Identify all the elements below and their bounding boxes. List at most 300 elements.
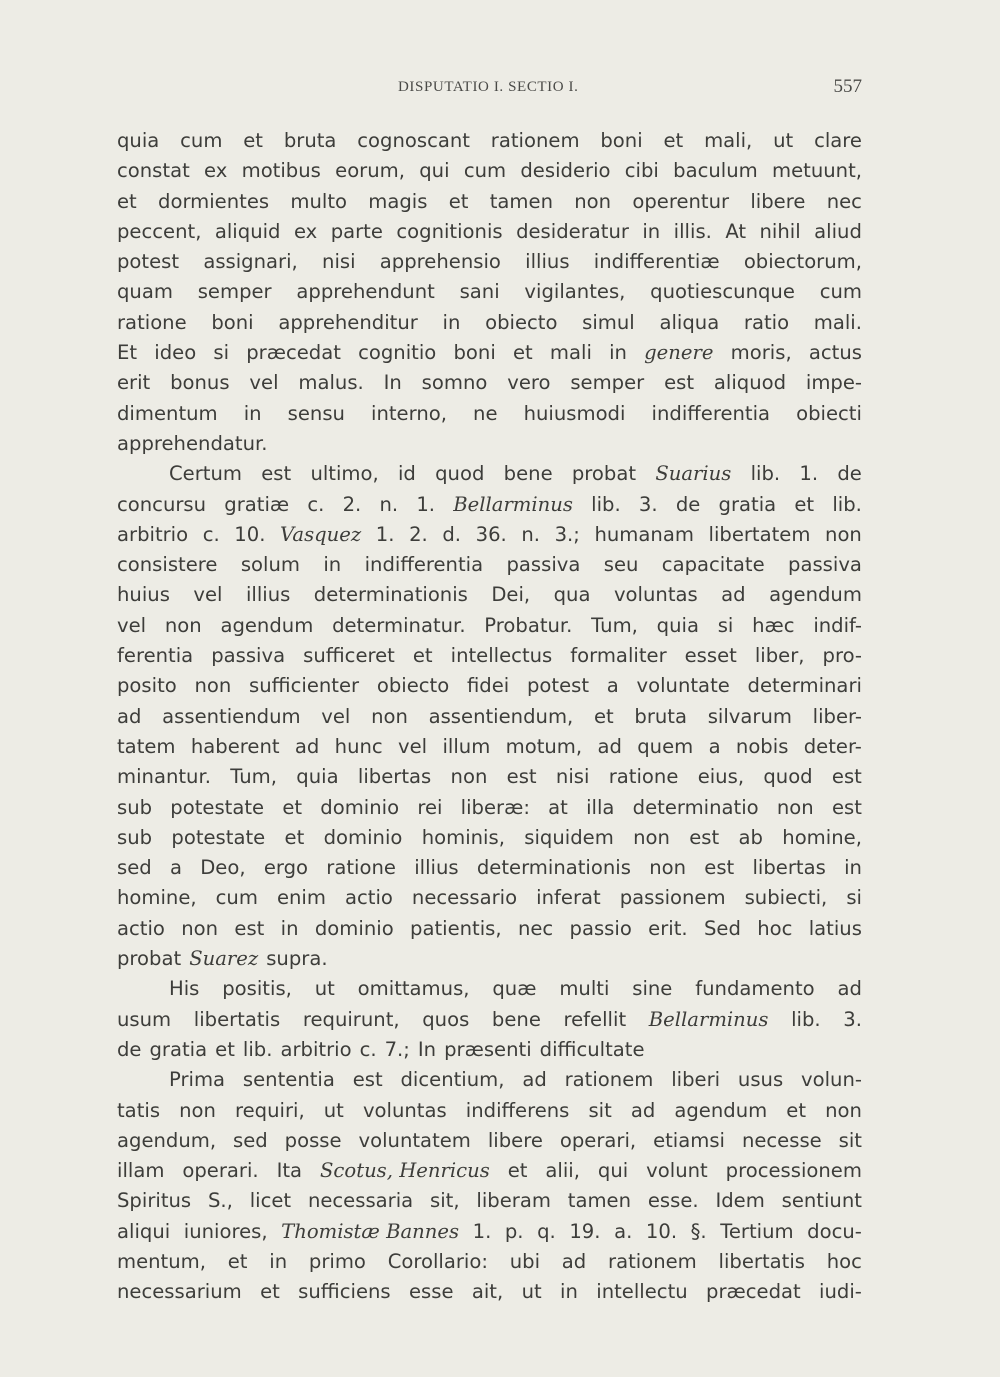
word: agendum (220, 613, 314, 637)
word: obiecto (376, 674, 450, 698)
text-line (117, 429, 862, 459)
word: S., (207, 1189, 233, 1213)
word: In (417, 1037, 437, 1061)
word: rationem (608, 1249, 697, 1273)
word: ferentia (117, 644, 194, 668)
word: omittamus, (357, 977, 470, 1001)
word: id (397, 462, 416, 486)
word: c. (359, 1037, 377, 1061)
word: enim (276, 886, 326, 910)
word: libertatis (718, 1249, 805, 1273)
text-line (117, 732, 862, 762)
word: libertatem (708, 522, 811, 546)
word: ad (522, 1068, 547, 1092)
word: ideo (154, 341, 197, 365)
word: voluntatem (358, 1128, 471, 1152)
word: lib. (791, 1007, 821, 1031)
word: tamen (567, 1189, 632, 1213)
word: erit. (648, 916, 688, 940)
word: hoc (757, 916, 793, 940)
word: ad (597, 734, 622, 758)
word: sufficienter (249, 674, 360, 698)
word: est (704, 856, 735, 880)
word: esse. (647, 1189, 699, 1213)
word: Idem (715, 1189, 765, 1213)
word: d. (442, 522, 462, 546)
word: Ita (276, 1159, 303, 1183)
word: multo (290, 189, 347, 213)
word: obiectorum, (743, 250, 862, 274)
word: lib. (591, 492, 621, 516)
word: baculum (673, 159, 758, 183)
word: bruta (283, 129, 337, 152)
word: vel (249, 371, 279, 395)
text-line (117, 520, 862, 550)
word: quos (422, 1007, 470, 1031)
word: non (825, 1098, 862, 1122)
word: est (506, 765, 537, 789)
text-line (117, 247, 862, 277)
text-line (117, 187, 862, 217)
word: ratione (608, 765, 679, 789)
word: passionem (619, 886, 726, 910)
word: desideratur (516, 219, 629, 243)
word: interno, (371, 401, 447, 425)
word: determinatur. (332, 613, 466, 637)
word: ad (117, 704, 142, 728)
word: quod (435, 462, 485, 486)
text-line (117, 853, 862, 883)
word: haberent (190, 734, 280, 758)
italic-citation: Bellarminus (453, 492, 573, 516)
word: 10. (234, 522, 266, 546)
word: non (179, 1098, 216, 1122)
text-line (117, 641, 862, 671)
word: necesse (741, 1128, 822, 1152)
word: de (837, 462, 862, 486)
word: agendum (674, 1098, 768, 1122)
body-text (117, 126, 862, 1308)
word: si (213, 341, 230, 365)
word: Tum, (230, 765, 277, 789)
word: voluntas (362, 1098, 447, 1122)
word: requiri, (234, 1098, 305, 1122)
word: determinationis (313, 583, 468, 607)
word: simul (582, 310, 635, 334)
word: qua (553, 583, 591, 607)
word: licet (249, 1189, 292, 1213)
word: tamen (489, 189, 553, 213)
text-line (117, 277, 862, 307)
word: determinatio (632, 795, 759, 819)
word: gratia (718, 492, 777, 516)
word: in (844, 856, 862, 880)
word: cognitionis (396, 219, 503, 243)
word: aliud (814, 219, 862, 243)
word: iuniores, (183, 1219, 268, 1243)
word: dormientes (158, 189, 270, 213)
word: non (164, 613, 202, 637)
word: rationem (490, 129, 580, 152)
word: subiecti, (744, 886, 828, 910)
word: latius (808, 916, 862, 940)
word: concursu (117, 492, 207, 516)
word: cognitio (358, 341, 437, 365)
text-line (117, 914, 862, 944)
word: huius (117, 583, 170, 607)
italic-citation: genere (644, 341, 714, 365)
word: actio (117, 916, 165, 940)
word: necessarium (117, 1280, 242, 1304)
text-line (117, 1065, 862, 1095)
word: non (181, 916, 219, 940)
word: 3.; (554, 522, 580, 546)
text-line (117, 1005, 862, 1035)
word: sit, (430, 1189, 460, 1213)
text-line (117, 217, 862, 247)
word: huiusmodi (523, 401, 626, 425)
word: Spiritus (117, 1189, 192, 1213)
word: at (548, 795, 568, 819)
word: sit (838, 1128, 862, 1152)
word: processionem (725, 1159, 862, 1183)
word: obiecto (485, 310, 558, 334)
word: 1. (799, 462, 819, 486)
word: de (117, 1037, 142, 1061)
word: non (649, 856, 687, 880)
word: 2. (342, 492, 362, 516)
word: passiva (788, 553, 862, 577)
word: ut (521, 1280, 542, 1304)
word: alii, (545, 1159, 580, 1183)
word: Tertium (720, 1219, 794, 1243)
word: potestate (170, 795, 265, 819)
text-line (117, 490, 862, 520)
word: arbitrio (280, 1037, 352, 1061)
word: peccent, (117, 219, 202, 243)
word: patientis, (410, 916, 502, 940)
word: in (323, 553, 342, 577)
word: refellit (563, 1007, 627, 1031)
text-line (117, 156, 862, 186)
word: de (675, 492, 701, 516)
word: non (371, 704, 408, 728)
word: 1. (472, 1219, 492, 1243)
word: gratiæ (224, 492, 290, 516)
word: Corollario: (387, 1249, 488, 1273)
word: cum (215, 886, 258, 910)
word: quem (637, 734, 694, 758)
word: n. (521, 522, 541, 546)
text-line (117, 1217, 862, 1247)
word: ratio (743, 310, 790, 334)
word: passio (569, 916, 632, 940)
word: et (448, 189, 469, 213)
word: inferat (536, 886, 601, 910)
word: liberi (671, 1068, 721, 1092)
word: nec (826, 189, 862, 213)
word: Tum, (591, 613, 638, 637)
word: vigilantes, (524, 280, 626, 304)
word: posito (117, 674, 177, 698)
word: bonus (170, 371, 230, 395)
word: ratione (326, 856, 396, 880)
word: et (243, 129, 263, 152)
word: bene (491, 1007, 541, 1031)
word: illum (442, 734, 491, 758)
word: agendum, (117, 1128, 217, 1152)
word: sufficiens (298, 1280, 391, 1304)
word: esset (684, 644, 737, 668)
word: et (227, 1249, 248, 1273)
word: rei (417, 795, 443, 819)
text-line (117, 580, 862, 610)
word: lib. (750, 462, 781, 486)
word: et (412, 644, 433, 668)
word: quod (763, 765, 813, 789)
word: docu- (807, 1219, 862, 1243)
word: somno (421, 371, 488, 395)
word: dimentum (117, 401, 218, 425)
page-number: 557 (833, 76, 862, 97)
word: et (794, 492, 815, 516)
word: aliqui (117, 1219, 171, 1243)
word: determinationis (476, 856, 631, 880)
word: aliquod (713, 371, 787, 395)
word: probat (571, 462, 637, 486)
text-line (117, 1247, 862, 1277)
text-line (117, 308, 862, 338)
word: apprehensio (379, 250, 501, 274)
word: nihil (759, 219, 801, 243)
text-line (117, 459, 862, 489)
word: actus (808, 341, 862, 365)
word: ergo (263, 856, 309, 880)
word: homine, (117, 886, 197, 910)
word: præcedat (706, 1280, 801, 1304)
word: magis (368, 189, 428, 213)
word: in (280, 916, 299, 940)
word: seu (603, 553, 639, 577)
word: eius, (697, 765, 745, 789)
word: non (450, 765, 488, 789)
word: sub (117, 825, 153, 849)
word: quia (656, 613, 699, 637)
text-line (117, 550, 862, 580)
word: sub (117, 795, 153, 819)
word: ubi (509, 1249, 541, 1273)
word: indifferentia (651, 401, 771, 425)
word: semper (570, 371, 645, 395)
word: sufficeret (303, 644, 395, 668)
word: ratione (117, 310, 187, 334)
word: At (725, 219, 747, 243)
word: His (169, 977, 200, 1001)
word: sed (233, 1128, 268, 1152)
word: n. (379, 492, 399, 516)
word: probat (117, 947, 182, 971)
word: operari, (559, 1128, 637, 1152)
word: motibus (241, 159, 321, 183)
word: actio (344, 886, 393, 910)
word: positis, (222, 977, 292, 1001)
word: 3. (638, 492, 658, 516)
word: apprehendatur. (117, 431, 268, 455)
word: capacitate (661, 553, 765, 577)
word: posse (284, 1128, 342, 1152)
word: illam (117, 1159, 165, 1183)
word: apprehenditur (278, 310, 418, 334)
word: nisi (555, 765, 590, 789)
word: etiamsi (653, 1128, 725, 1152)
word: volun- (801, 1068, 862, 1092)
word: sani (459, 280, 500, 304)
word: malus. (298, 371, 364, 395)
word: indifferentia (364, 553, 484, 577)
word: boni (600, 129, 643, 152)
word: liber, (754, 644, 805, 668)
word: passiva (506, 553, 581, 577)
word: indifferentiæ (593, 250, 720, 274)
word: ex (293, 219, 318, 243)
word: Prima (169, 1068, 226, 1092)
word: consistere (117, 553, 218, 577)
word: ad (630, 1098, 656, 1122)
word: boni (453, 341, 496, 365)
word: ad (721, 583, 746, 607)
word: semper (197, 280, 272, 304)
word: a (606, 674, 619, 698)
word: arbitrio (117, 522, 189, 546)
word: bene (503, 462, 553, 486)
word: cum (180, 129, 223, 152)
italic-citation: Scotus, Henricus (320, 1159, 490, 1183)
word: Certum (169, 462, 242, 486)
word: et (593, 704, 614, 728)
word: in (642, 219, 661, 243)
word: est (261, 462, 292, 486)
word: et (512, 341, 533, 365)
word: impe- (805, 371, 862, 395)
word: quam (117, 280, 173, 304)
word: sententia (242, 1068, 335, 1092)
word: libertas (752, 856, 826, 880)
word: in (269, 1249, 288, 1273)
word: vel (398, 734, 428, 758)
text-line (117, 368, 862, 398)
word: mali, (704, 129, 753, 152)
word: indif- (813, 613, 862, 637)
word: est (664, 371, 695, 395)
word: 3. (843, 1007, 862, 1031)
word: ne (473, 401, 498, 425)
word: c. (307, 492, 325, 516)
word: non (776, 795, 814, 819)
word: liber- (812, 704, 862, 728)
word: dominio (320, 795, 400, 819)
word: erit (117, 371, 151, 395)
word: lib. (242, 1037, 273, 1061)
word: homine, (782, 825, 862, 849)
word: deter- (803, 734, 862, 758)
word: quotiescunque (650, 280, 795, 304)
italic-citation: Suarius (655, 462, 732, 486)
word: sentiunt (781, 1189, 862, 1213)
word: et (507, 1159, 528, 1183)
word: est (352, 1068, 383, 1092)
word: est (234, 916, 265, 940)
word: hunc (334, 734, 383, 758)
word: obiecti (796, 401, 862, 425)
word: nec (517, 916, 554, 940)
word: si (717, 613, 734, 637)
word: et (284, 825, 305, 849)
word: vel (193, 583, 223, 607)
word: et (260, 1280, 280, 1304)
word: moris, (730, 341, 792, 365)
word: voluntas (613, 583, 698, 607)
word: cum (819, 280, 862, 304)
word: et (117, 189, 137, 213)
word: necessario (411, 886, 518, 910)
word: vel (321, 704, 351, 728)
word: in (560, 1280, 578, 1304)
word: libertas (357, 765, 432, 789)
word: pro- (822, 644, 862, 668)
word: ut (773, 129, 794, 152)
word: 1. (375, 522, 395, 546)
text-line (117, 823, 862, 853)
word: difficultate (539, 1037, 645, 1061)
word: libere (487, 1128, 543, 1152)
word: ultimo, (310, 462, 379, 486)
word: dominio (314, 916, 394, 940)
word: assignari, (203, 250, 298, 274)
word: indifferens (465, 1098, 570, 1122)
text-line (117, 1277, 862, 1307)
word: in (442, 310, 461, 334)
word: tatem (117, 734, 176, 758)
word: lib. (832, 492, 862, 516)
word: dicentium, (400, 1068, 505, 1092)
text-line (117, 793, 862, 823)
word: illius (525, 250, 570, 274)
word: gratia (149, 1037, 208, 1061)
word: quia (117, 129, 160, 152)
word: ait, (471, 1280, 504, 1304)
word: cibi (624, 159, 659, 183)
word: est (831, 765, 862, 789)
word: hæc (752, 613, 795, 637)
word: operari. (182, 1159, 259, 1183)
word: c. (202, 522, 220, 546)
word: illis. (673, 219, 712, 243)
word: solum (240, 553, 300, 577)
running-head: DISPUTATIO I. SECTIO I. (398, 79, 579, 95)
word: potest (526, 674, 590, 698)
word: aliqua (659, 310, 720, 334)
text-line (117, 126, 862, 156)
word: si (846, 886, 862, 910)
word: non (825, 522, 862, 546)
word: a. (614, 1219, 633, 1243)
text-line (117, 1126, 862, 1156)
word: potest (117, 250, 180, 274)
word: fundamento (695, 977, 815, 1001)
word: quia (296, 765, 339, 789)
word: ut (314, 977, 335, 1001)
word: siquidem (524, 825, 614, 849)
